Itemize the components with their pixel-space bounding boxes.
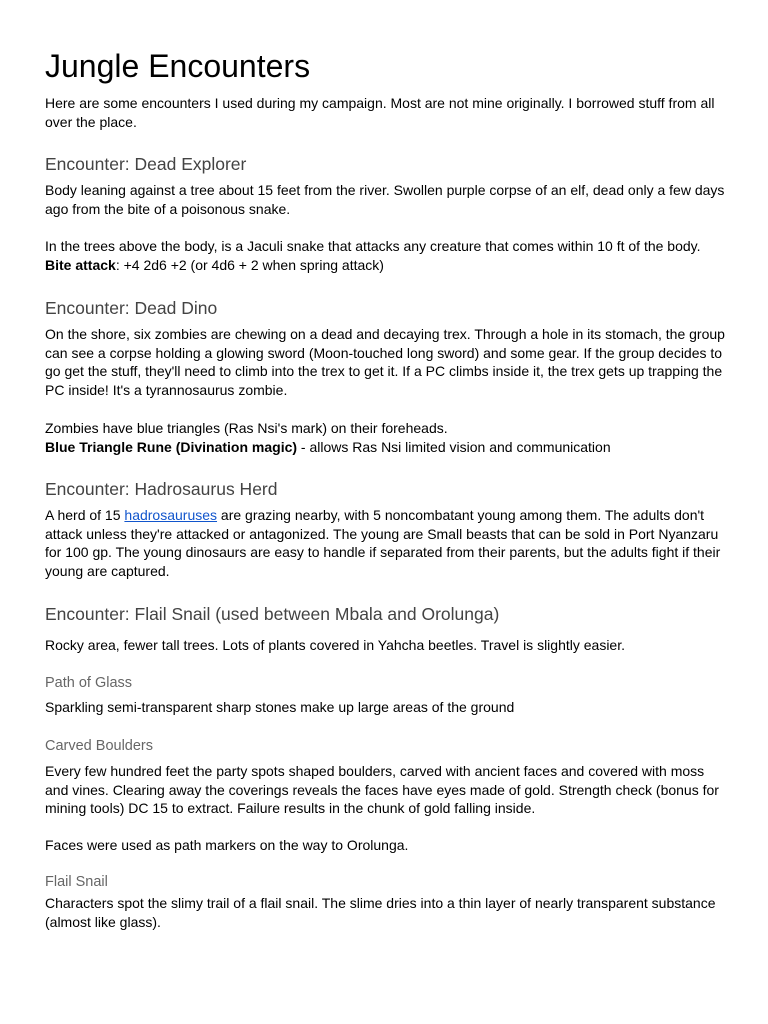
dead-explorer-body bbox=[45, 181, 725, 218]
heading-path-of-glass: Path of Glass bbox=[45, 675, 133, 691]
dead-dino-body-2 bbox=[45, 419, 725, 456]
bite-attack-label: Bite attack bbox=[45, 256, 116, 273]
hadrosaurus-paragraph bbox=[45, 506, 725, 580]
carved-boulders-paragraph-2: Faces were used as path markers on the way to Orolunga. bbox=[45, 837, 409, 853]
rune-text: - allows Ras Nsi limited vision and communication bbox=[297, 438, 611, 455]
subsection-flail-snail bbox=[45, 873, 725, 891]
dead-dino-paragraph-1: On the shore, six zombies are chewing on a dead and decaying trex. Through a hole in its stomach, the group can see a corpse holding a glowing sword (Moon-touched long sword) and some gear. If the group decides to go get the stuff, they'll need to climb into the trex to get it. If a PC climbs inside it, the trex gets up trapping the PC inside! It's a tyrannosaurus zombie. bbox=[45, 326, 725, 398]
flail-snail-sub-body bbox=[45, 894, 725, 931]
document-title: Jungle Encounters bbox=[45, 48, 311, 84]
dead-explorer-paragraph-2: In the trees above the body, is a Jaculi snake that attacks any creature that comes within 10 ft of the body. bbox=[45, 238, 701, 254]
flail-snail-body bbox=[45, 636, 725, 655]
heading-carved-boulders: Carved Boulders bbox=[45, 738, 153, 754]
path-of-glass-paragraph: Sparkling semi-transparent sharp stones make up large areas of the ground bbox=[45, 699, 515, 715]
bite-attack-line bbox=[45, 256, 725, 275]
intro-paragraph: Here are some encounters I used during my campaign. Most are not mine originally. I borrowed stuff from all over the place. bbox=[45, 95, 715, 130]
rune-label: Blue Triangle Rune (Divination magic) bbox=[45, 438, 298, 455]
subsection-path-of-glass bbox=[45, 674, 725, 692]
flail-snail-sub-paragraph: Characters spot the slimy trail of a flail snail. The slime dries into a thin layer of nearly transparent substance (almost like glass). bbox=[45, 895, 716, 930]
rune-line bbox=[45, 438, 725, 457]
path-of-glass-body bbox=[45, 698, 725, 717]
hadrosaurus-body bbox=[45, 506, 725, 580]
dead-explorer-body-2 bbox=[45, 237, 725, 274]
carved-boulders-body bbox=[45, 762, 725, 818]
carved-boulders-paragraph-1: Every few hundred feet the party spots shaped boulders, carved with ancient faces and covered with moss and vines. Clearing away the coverings reveals the faces have eyes made of gold. Strength check (bonus for mining tools) DC 15 to extract. Failure results in the chunk of gold falling inside. bbox=[45, 763, 719, 817]
heading-hadrosaurus: Encounter: Hadrosaurus Herd bbox=[45, 479, 278, 499]
section-dead-dino bbox=[45, 297, 725, 319]
dead-dino-paragraph-2: Zombies have blue triangles (Ras Nsi's mark) on their foreheads. bbox=[45, 420, 448, 436]
hadrosauruses-link[interactable]: hadrosauruses bbox=[124, 507, 218, 523]
subsection-carved-boulders bbox=[45, 737, 725, 755]
heading-flail-snail: Encounter: Flail Snail (used between Mbala and Orolunga) bbox=[45, 604, 500, 624]
heading-dead-dino: Encounter: Dead Dino bbox=[45, 298, 218, 318]
dead-explorer-paragraph-1: Body leaning against a tree about 15 feet from the river. Swollen purple corpse of an elf, dead only a few days ago from the bite of a poisonous snake. bbox=[45, 182, 725, 217]
intro-block bbox=[45, 94, 725, 131]
bite-attack-text: : +4 2d6 +2 (or 4d6 + 2 when spring attack) bbox=[115, 256, 384, 273]
dead-dino-body bbox=[45, 325, 725, 399]
heading-flail-snail-sub: Flail Snail bbox=[45, 874, 108, 890]
section-flail-snail bbox=[45, 603, 725, 625]
hadrosaurus-text-post: are grazing nearby, with 5 noncombatant young among them. The adults don't attack unless they're attacked or antagonized. The young are Small beasts that can be sold in Port Nyanzaru for 100 gp. The young dinosaurs are easy to handle if separated from their parents, but the adults fight if their young are captured. bbox=[45, 507, 721, 579]
section-hadrosaurus bbox=[45, 478, 725, 500]
hadrosaurus-text-pre: A herd of 15 bbox=[45, 507, 125, 523]
heading-dead-explorer: Encounter: Dead Explorer bbox=[45, 154, 247, 174]
section-dead-explorer bbox=[45, 153, 725, 175]
carved-boulders-body-2 bbox=[45, 836, 725, 855]
flail-snail-paragraph: Rocky area, fewer tall trees. Lots of plants covered in Yahcha beetles. Travel is slightly easier. bbox=[45, 637, 625, 653]
